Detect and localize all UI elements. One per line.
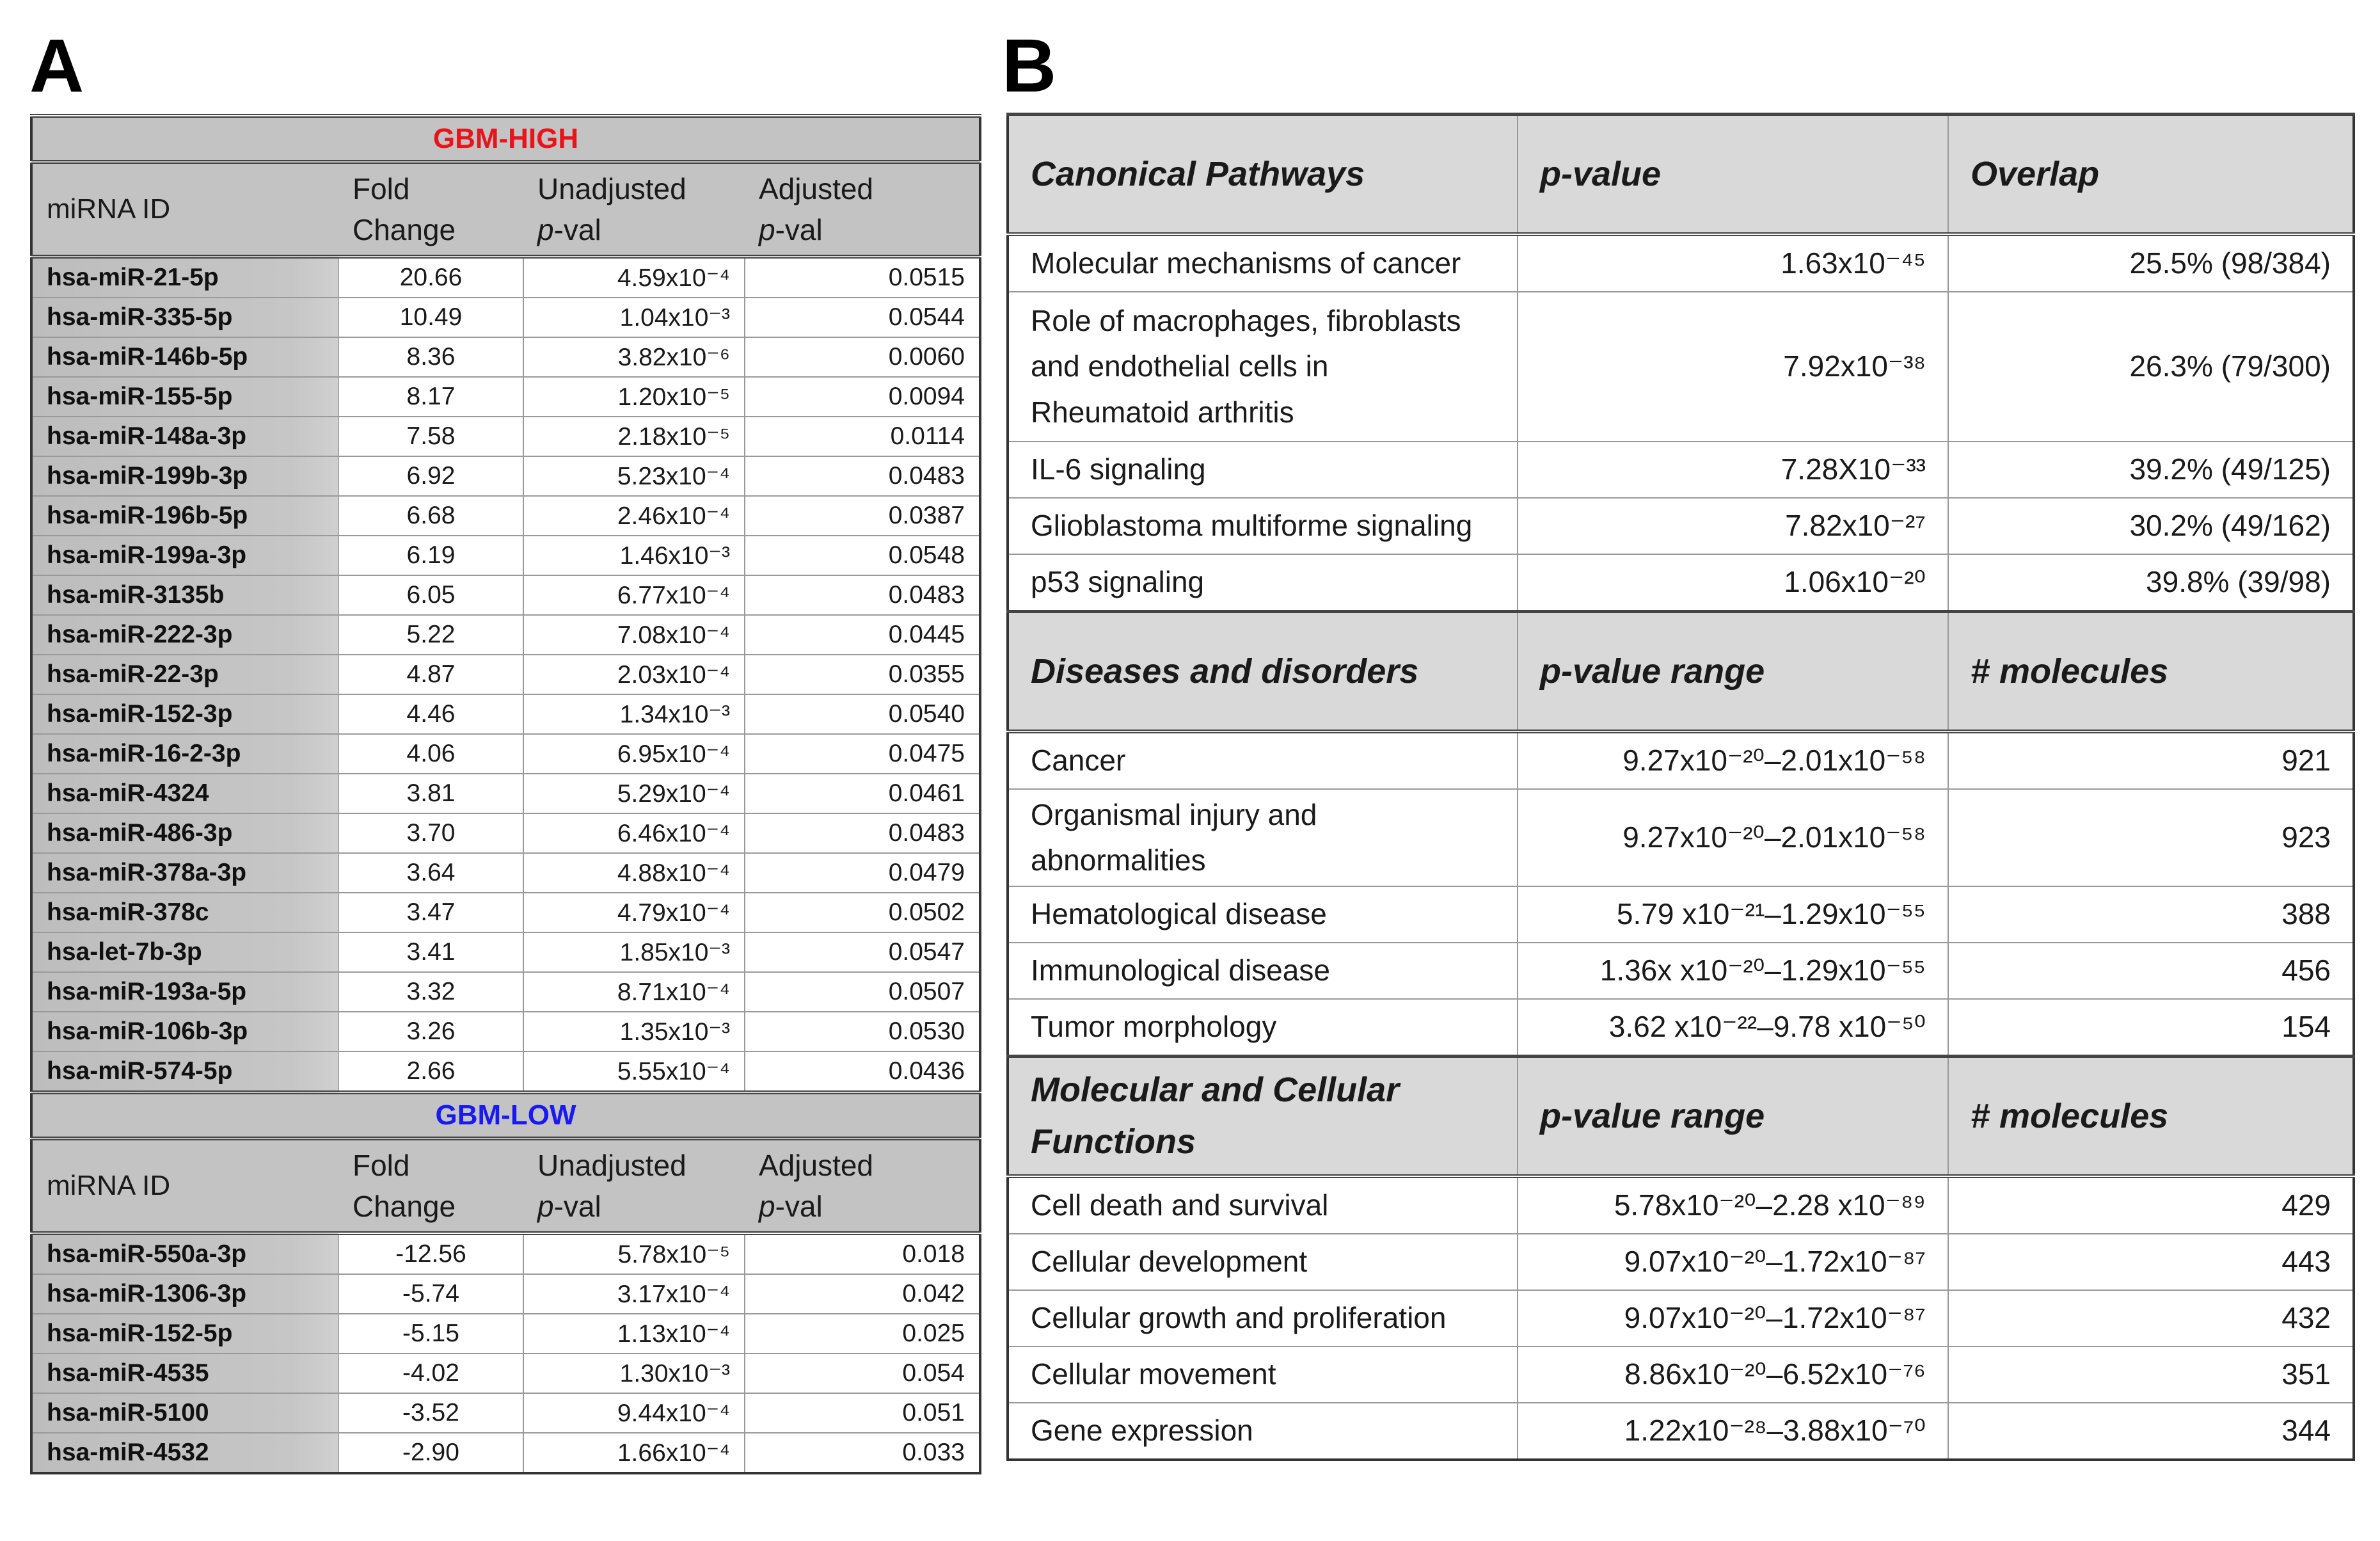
mirna-id: hsa-miR-4532	[31, 1433, 338, 1473]
table-row	[31, 1393, 980, 1433]
adjusted-p-value: 0.0060	[745, 337, 980, 377]
overlap: 25.5% (98/384)	[1948, 234, 2354, 292]
column-header-line: Fold	[353, 172, 410, 205]
table-row	[1008, 1176, 2354, 1234]
fold-change: -5.15	[338, 1314, 523, 1353]
column-header-line: p-val	[759, 1190, 823, 1223]
table-row	[31, 655, 980, 694]
table-row	[31, 1012, 980, 1051]
table-row	[31, 932, 980, 972]
mirna-id: hsa-miR-16-2-3p	[31, 734, 338, 774]
adjusted-p-value: 0.0483	[745, 813, 980, 853]
unadjusted-p-value: 2.03x10⁻⁴	[523, 655, 745, 694]
molecule-count: 344	[1948, 1403, 2354, 1460]
p-value-range: 9.07x10⁻²⁰–1.72x10⁻⁸⁷	[1518, 1234, 1948, 1290]
mirna-id: hsa-miR-22-3p	[31, 655, 338, 694]
column-header: Molecular and Cellular Functions	[1008, 1057, 1518, 1177]
column-header-line: p-val	[759, 213, 823, 246]
unadjusted-p-value: 1.85x10⁻³	[523, 932, 745, 972]
table-row	[1008, 1290, 2354, 1346]
column-header: p-value	[1518, 115, 1948, 235]
category-name: Immunological disease	[1008, 943, 1518, 999]
table-row	[31, 774, 980, 813]
unadjusted-p-value: 6.46x10⁻⁴	[523, 813, 745, 853]
section-title: GBM-HIGH	[31, 116, 980, 162]
adjusted-p-value: 0.0540	[745, 694, 980, 734]
molecule-count: 921	[1948, 731, 2354, 789]
adjusted-p-value: 0.0475	[745, 734, 980, 774]
fold-change: 3.81	[338, 774, 523, 813]
table-row	[31, 1433, 980, 1473]
p-value-range: 3.62 x10⁻²²–9.78 x10⁻⁵⁰	[1518, 999, 1948, 1057]
column-header: p-value range	[1518, 612, 1948, 732]
category-name: IL-6 signaling	[1008, 442, 1518, 498]
molecule-count: 456	[1948, 943, 2354, 999]
mirna-id: hsa-miR-199b-3p	[31, 456, 338, 496]
p-value: 1.06x10⁻²⁰	[1518, 554, 1948, 612]
fold-change: 8.36	[338, 337, 523, 377]
mirna-id: hsa-miR-222-3p	[31, 615, 338, 655]
unadjusted-p-value: 1.04x10⁻³	[523, 298, 745, 337]
adjusted-p-value: 0.042	[745, 1274, 980, 1314]
column-header	[745, 1138, 980, 1233]
fold-change: 10.49	[338, 298, 523, 337]
table-row	[1008, 292, 2354, 442]
mirna-id: hsa-miR-196b-5p	[31, 496, 338, 536]
p-value-range: 9.27x10⁻²⁰–2.01x10⁻⁵⁸	[1518, 731, 1948, 789]
table-row	[31, 417, 980, 456]
adjusted-p-value: 0.0548	[745, 536, 980, 575]
column-header	[745, 162, 980, 257]
p-value: 7.82x10⁻²⁷	[1518, 498, 1948, 554]
unadjusted-p-value: 1.20x10⁻⁵	[523, 377, 745, 417]
column-header: # molecules	[1948, 612, 2354, 732]
category-name: Molecular mechanisms of cancer	[1008, 234, 1518, 292]
fold-change: 7.58	[338, 417, 523, 456]
header-row	[31, 1138, 980, 1233]
mirna-id: hsa-miR-3135b	[31, 575, 338, 615]
molecule-count: 443	[1948, 1234, 2354, 1290]
unadjusted-p-value: 1.35x10⁻³	[523, 1012, 745, 1051]
p-value-range: 8.86x10⁻²⁰–6.52x10⁻⁷⁶	[1518, 1346, 1948, 1403]
table-row	[31, 893, 980, 932]
fold-change: 3.64	[338, 853, 523, 893]
column-header	[338, 1138, 523, 1233]
mirna-id: hsa-miR-378c	[31, 893, 338, 932]
table-row	[31, 1274, 980, 1314]
column-header-line: miRNA ID	[47, 1170, 171, 1202]
unadjusted-p-value: 2.46x10⁻⁴	[523, 496, 745, 536]
fold-change: 20.66	[338, 257, 523, 298]
adjusted-p-value: 0.0355	[745, 655, 980, 694]
category-name: p53 signaling	[1008, 554, 1518, 612]
column-header: Canonical Pathways	[1008, 115, 1518, 235]
adjusted-p-value: 0.0461	[745, 774, 980, 813]
fold-change: -3.52	[338, 1393, 523, 1433]
adjusted-p-value: 0.0547	[745, 932, 980, 972]
category-name: Cell death and survival	[1008, 1176, 1518, 1234]
table-row	[31, 298, 980, 337]
mirna-id: hsa-miR-152-5p	[31, 1314, 338, 1353]
adjusted-p-value: 0.0436	[745, 1051, 980, 1092]
mirna-id: hsa-miR-106b-3p	[31, 1012, 338, 1051]
molecule-count: 432	[1948, 1290, 2354, 1346]
column-header	[31, 1138, 338, 1233]
unadjusted-p-value: 7.08x10⁻⁴	[523, 615, 745, 655]
fold-change: 2.66	[338, 1051, 523, 1092]
fold-change: 3.70	[338, 813, 523, 853]
adjusted-p-value: 0.0114	[745, 417, 980, 456]
unadjusted-p-value: 4.79x10⁻⁴	[523, 893, 745, 932]
table-row	[31, 456, 980, 496]
mirna-id: hsa-miR-4324	[31, 774, 338, 813]
unadjusted-p-value: 1.30x10⁻³	[523, 1353, 745, 1393]
mirna-id: hsa-miR-1306-3p	[31, 1274, 338, 1314]
fold-change: -2.90	[338, 1433, 523, 1473]
unadjusted-p-value: 1.66x10⁻⁴	[523, 1433, 745, 1473]
table-row	[31, 615, 980, 655]
adjusted-p-value: 0.0507	[745, 972, 980, 1012]
molecule-count: 923	[1948, 789, 2354, 886]
adjusted-p-value: 0.0530	[745, 1012, 980, 1051]
unadjusted-p-value: 5.55x10⁻⁴	[523, 1051, 745, 1092]
column-header	[338, 162, 523, 257]
p-value-range: 5.78x10⁻²⁰–2.28 x10⁻⁸⁹	[1518, 1176, 1948, 1234]
fold-change: -5.74	[338, 1274, 523, 1314]
unadjusted-p-value: 4.88x10⁻⁴	[523, 853, 745, 893]
molecule-count: 154	[1948, 999, 2354, 1057]
adjusted-p-value: 0.0445	[745, 615, 980, 655]
table-row	[1008, 498, 2354, 554]
mirna-id: hsa-miR-5100	[31, 1393, 338, 1433]
category-name: Hematological disease	[1008, 886, 1518, 943]
column-header: p-value range	[1518, 1057, 1948, 1177]
category-name: Role of macrophages, fibroblasts and endothelial cells in Rheumatoid arthritis	[1008, 292, 1518, 442]
table-row	[31, 694, 980, 734]
unadjusted-p-value: 8.71x10⁻⁴	[523, 972, 745, 1012]
unadjusted-p-value: 4.59x10⁻⁴	[523, 257, 745, 298]
fold-change: 4.46	[338, 694, 523, 734]
column-header	[523, 162, 745, 257]
table-row	[31, 734, 980, 774]
table-row	[1008, 886, 2354, 943]
fold-change: 3.32	[338, 972, 523, 1012]
table-row	[31, 853, 980, 893]
table-row	[31, 496, 980, 536]
adjusted-p-value: 0.054	[745, 1353, 980, 1393]
table-row	[1008, 943, 2354, 999]
category-name: Organismal injury and abnormalities	[1008, 789, 1518, 886]
fold-change: 8.17	[338, 377, 523, 417]
column-header: Diseases and disorders	[1008, 612, 1518, 732]
adjusted-p-value: 0.0502	[745, 893, 980, 932]
adjusted-p-value: 0.051	[745, 1393, 980, 1433]
fold-change: 3.26	[338, 1012, 523, 1051]
column-header	[523, 1138, 745, 1233]
adjusted-p-value: 0.018	[745, 1233, 980, 1274]
section-header-row	[1008, 115, 2354, 235]
unadjusted-p-value: 6.95x10⁻⁴	[523, 734, 745, 774]
category-name: Cellular movement	[1008, 1346, 1518, 1403]
fold-change: 6.92	[338, 456, 523, 496]
mirna-id: hsa-miR-486-3p	[31, 813, 338, 853]
table-row	[31, 813, 980, 853]
table-row	[1008, 999, 2354, 1057]
unadjusted-p-value: 1.46x10⁻³	[523, 536, 745, 575]
column-header-line: Change	[353, 1190, 456, 1223]
adjusted-p-value: 0.033	[745, 1433, 980, 1473]
table-row	[31, 575, 980, 615]
mirna-id: hsa-miR-199a-3p	[31, 536, 338, 575]
mirna-id: hsa-miR-574-5p	[31, 1051, 338, 1092]
section-title-row	[31, 1092, 980, 1138]
table-row	[1008, 1403, 2354, 1460]
fold-change: -4.02	[338, 1353, 523, 1393]
table-row	[1008, 1234, 2354, 1290]
adjusted-p-value: 0.0515	[745, 257, 980, 298]
p-value: 7.92x10⁻³⁸	[1518, 292, 1948, 442]
p-value: 7.28X10⁻³³	[1518, 442, 1948, 498]
column-header-line: Adjusted	[759, 1148, 874, 1182]
unadjusted-p-value: 5.78x10⁻⁵	[523, 1233, 745, 1274]
mirna-id: hsa-miR-21-5p	[31, 257, 338, 298]
adjusted-p-value: 0.0094	[745, 377, 980, 417]
fold-change: -12.56	[338, 1233, 523, 1274]
column-header-line: Adjusted	[759, 172, 874, 205]
adjusted-p-value: 0.0483	[745, 456, 980, 496]
column-header-line: miRNA ID	[47, 193, 171, 225]
category-name: Cancer	[1008, 731, 1518, 789]
table-row	[31, 1051, 980, 1092]
table-row	[31, 1314, 980, 1353]
table-row	[31, 1233, 980, 1274]
unadjusted-p-value: 5.23x10⁻⁴	[523, 456, 745, 496]
fold-change: 4.87	[338, 655, 523, 694]
unadjusted-p-value: 2.18x10⁻⁵	[523, 417, 745, 456]
table-row	[1008, 1346, 2354, 1403]
category-name: Tumor morphology	[1008, 999, 1518, 1057]
panel-a-label: A	[29, 24, 84, 108]
fold-change: 3.41	[338, 932, 523, 972]
table-row	[31, 257, 980, 298]
p-value-range: 9.07x10⁻²⁰–1.72x10⁻⁸⁷	[1518, 1290, 1948, 1346]
fold-change: 4.06	[338, 734, 523, 774]
section-title: GBM-LOW	[31, 1092, 980, 1138]
mirna-id: hsa-miR-4535	[31, 1353, 338, 1393]
p-value-range: 9.27x10⁻²⁰–2.01x10⁻⁵⁸	[1518, 789, 1948, 886]
overlap: 26.3% (79/300)	[1948, 292, 2354, 442]
adjusted-p-value: 0.025	[745, 1314, 980, 1353]
mirna-id: hsa-miR-193a-5p	[31, 972, 338, 1012]
category-name: Glioblastoma multiforme signaling	[1008, 498, 1518, 554]
table-row	[31, 972, 980, 1012]
unadjusted-p-value: 9.44x10⁻⁴	[523, 1393, 745, 1433]
header-row	[31, 162, 980, 257]
unadjusted-p-value: 1.34x10⁻³	[523, 694, 745, 734]
mirna-id: hsa-miR-146b-5p	[31, 337, 338, 377]
table-row	[31, 1353, 980, 1393]
table-row	[31, 536, 980, 575]
table-row	[1008, 234, 2354, 292]
mirna-id: hsa-miR-378a-3p	[31, 853, 338, 893]
category-name: Cellular development	[1008, 1234, 1518, 1290]
column-header-line: Change	[353, 213, 456, 246]
panel-b-label: B	[1002, 24, 1057, 108]
unadjusted-p-value: 5.29x10⁻⁴	[523, 774, 745, 813]
unadjusted-p-value: 3.82x10⁻⁶	[523, 337, 745, 377]
unadjusted-p-value: 6.77x10⁻⁴	[523, 575, 745, 615]
category-name: Cellular growth and proliferation	[1008, 1290, 1518, 1346]
mirna-id: hsa-miR-550a-3p	[31, 1233, 338, 1274]
section-header-row	[1008, 612, 2354, 732]
mirna-id: hsa-let-7b-3p	[31, 932, 338, 972]
unadjusted-p-value: 1.13x10⁻⁴	[523, 1314, 745, 1353]
mirna-id: hsa-miR-155-5p	[31, 377, 338, 417]
unadjusted-p-value: 3.17x10⁻⁴	[523, 1274, 745, 1314]
mirna-id: hsa-miR-152-3p	[31, 694, 338, 734]
table-row	[1008, 789, 2354, 886]
column-header-line: Unadjusted	[537, 1148, 686, 1182]
overlap: 39.8% (39/98)	[1948, 554, 2354, 612]
p-value: 1.63x10⁻⁴⁵	[1518, 234, 1948, 292]
adjusted-p-value: 0.0544	[745, 298, 980, 337]
p-value-range: 1.22x10⁻²⁸–3.88x10⁻⁷⁰	[1518, 1403, 1948, 1460]
fold-change: 5.22	[338, 615, 523, 655]
section-title-row	[31, 116, 980, 162]
column-header-line: Fold	[353, 1148, 410, 1182]
p-value-range: 1.36x x10⁻²⁰–1.29x10⁻⁵⁵	[1518, 943, 1948, 999]
fold-change: 6.68	[338, 496, 523, 536]
fold-change: 6.05	[338, 575, 523, 615]
category-name: Gene expression	[1008, 1403, 1518, 1460]
mirna-id: hsa-miR-148a-3p	[31, 417, 338, 456]
molecule-count: 429	[1948, 1176, 2354, 1234]
adjusted-p-value: 0.0483	[745, 575, 980, 615]
column-header-line: Unadjusted	[537, 172, 686, 205]
column-header: # molecules	[1948, 1057, 2354, 1177]
column-header	[31, 162, 338, 257]
adjusted-p-value: 0.0387	[745, 496, 980, 536]
mirna-table	[30, 114, 981, 1474]
overlap: 30.2% (49/162)	[1948, 498, 2354, 554]
table-row	[1008, 554, 2354, 612]
column-header: Overlap	[1948, 115, 2354, 235]
molecule-count: 351	[1948, 1346, 2354, 1403]
overlap: 39.2% (49/125)	[1948, 442, 2354, 498]
pathway-table	[1006, 113, 2355, 1461]
table-row	[1008, 442, 2354, 498]
table-row	[31, 337, 980, 377]
molecule-count: 388	[1948, 886, 2354, 943]
table-row	[31, 377, 980, 417]
section-header-row	[1008, 1057, 2354, 1177]
p-value-range: 5.79 x10⁻²¹–1.29x10⁻⁵⁵	[1518, 886, 1948, 943]
adjusted-p-value: 0.0479	[745, 853, 980, 893]
mirna-id: hsa-miR-335-5p	[31, 298, 338, 337]
column-header-line: p-val	[537, 213, 601, 246]
fold-change: 3.47	[338, 893, 523, 932]
column-header-line: p-val	[537, 1190, 601, 1223]
fold-change: 6.19	[338, 536, 523, 575]
table-row	[1008, 731, 2354, 789]
